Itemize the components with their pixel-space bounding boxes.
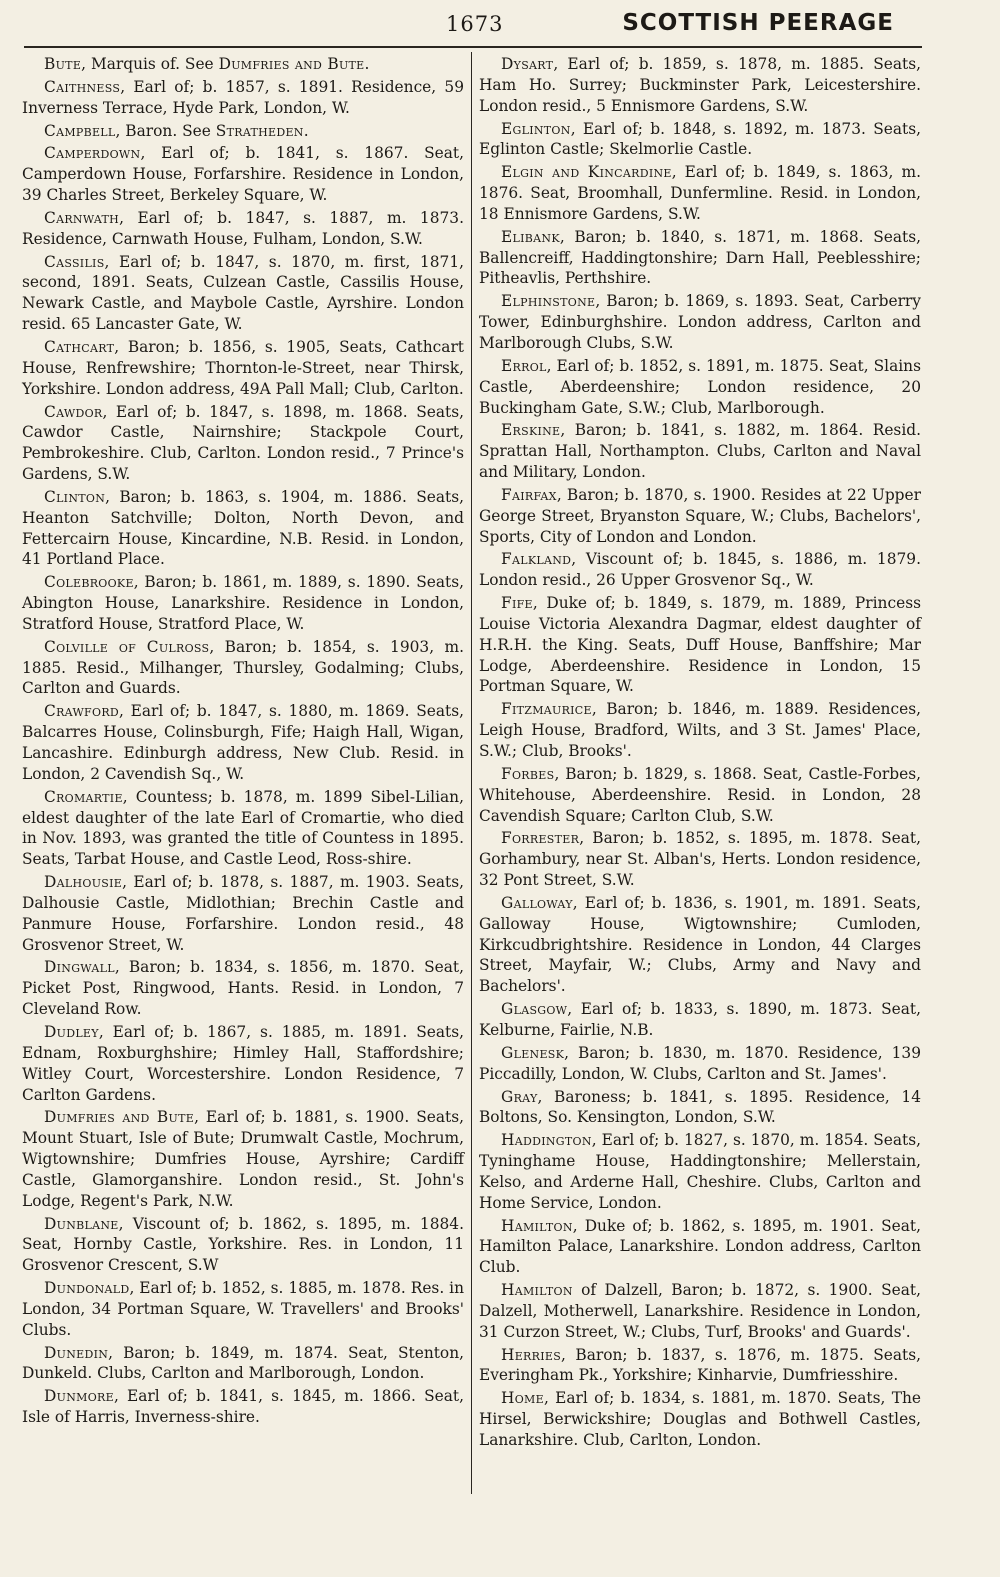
peer-name: Forbes: [501, 764, 555, 783]
peer-name: Caithness: [44, 77, 121, 96]
peerage-entry: [22, 252, 464, 335]
peer-name: Home: [501, 1389, 544, 1408]
cross-reference: Stratheden.: [215, 121, 309, 140]
entry-text: , Countess; b. 1878, m. 1899 Sibel-Lilian, eldest daughter of the late Earl of Cromartie, who died in Nov. 1893, was granted the title of Countess in 1895. Seats, Tarbat House, and Castle Leod, Ross-shire.: [22, 787, 464, 869]
entry-text: , Viscount of; b. 1862, s. 1895, m. 1884. Seat, Hornby Castle, Yorkshire. Res. in London, 11 Grosvenor Crescent, S.W: [22, 1214, 464, 1275]
peer-name: Hamilton: [501, 1281, 573, 1300]
peer-name: Cawdor: [44, 402, 103, 421]
peerage-entry: [22, 1343, 464, 1385]
peer-name: Galloway: [501, 893, 573, 912]
peerage-entry: [479, 1130, 921, 1213]
entry-text: , Baron; b. 1852, s. 1895, m. 1878. Seat, Gorhambury, near St. Alban's, Herts. London residence, 32 Pont Street, S.W.: [479, 829, 921, 890]
peerage-entry: [22, 787, 464, 870]
peerage-entry: [22, 572, 464, 635]
peer-name: Elphinstone: [501, 292, 596, 311]
peer-name: Carnwath: [44, 208, 120, 227]
entry-text: , Duke of; b. 1849, s. 1879, m. 1889, Princess Louise Victoria Alexandra Dagmar, eldest daughter of H.R.H. the King. Seats, Duff House, Banffshire; Mar Lodge, Aberdeenshire. Residence in London, 15 Portman Square, W.: [479, 594, 921, 696]
peer-name: Campbell: [44, 121, 116, 140]
entry-text: , Baron. See: [115, 121, 216, 140]
entry-text: , Earl of; b. 1834, s. 1881, m. 1870. Seats, The Hirsel, Berwickshire; Douglas and Bothwell Castles, Lanarkshire. Club, Carlton, London.: [479, 1389, 921, 1449]
entry-text: , Earl of; b. 1859, s. 1878, m. 1885. Seats, Ham Ho. Surrey; Buckminster Park, Leicestershire. London resid., 5 Ennismore Gardens, S.W.: [479, 55, 921, 115]
peerage-entry: [479, 291, 921, 354]
peerage-entry: [479, 1345, 921, 1387]
peer-name: Glasgow: [501, 1000, 568, 1019]
peerage-entry: [479, 593, 921, 697]
peerage-entry: [22, 208, 464, 250]
peer-name: Dunmore: [44, 1387, 114, 1406]
page-number: 1673: [446, 12, 504, 36]
entry-text: , Earl of; b. 1852, s. 1891, m. 1875. Seat, Slains Castle, Aberdeenshire; London residence, 20 Buckingham Gate, S.W.; Club, Marlborough.: [479, 356, 921, 417]
entry-text: , Baron; b. 1846, m. 1889. Residences, Leigh House, Bradford, Wilts, and 3 St. James' Place, S.W.; Club, Brooks'.: [479, 700, 921, 760]
peer-name: Dingwall: [44, 958, 115, 977]
entry-text: , Earl of; b. 1827, s. 1870, m. 1854. Seats, Tyninghame House, Haddingtonshire; Mellerstain, Kelso, and Arderne Hall, Cheshire. Clubs, Carlton and Home Service, London.: [479, 1131, 921, 1212]
entry-text: , Baron; b. 1849, m. 1874. Seat, Stenton, Dunkeld. Clubs, Carlton and Marlborough, London.: [22, 1343, 464, 1383]
peerage-entry: [22, 1214, 464, 1277]
peerage-entry: [479, 1043, 921, 1085]
peer-name: Dysart: [501, 55, 554, 73]
peerage-entry: [479, 1216, 921, 1279]
entry-text: , Earl of; b. 1867, s. 1885, m. 1891. Seats, Ednam, Roxburghshire; Himley Hall, Staffordshire; Witley Court, Worcestershire. London Residence, 7 Carlton Gardens.: [22, 1022, 464, 1104]
entry-text: , Earl of; b. 1841, s. 1845, m. 1866. Seat, Isle of Harris, Inverness-shire.: [22, 1387, 464, 1427]
peer-name: Gray: [501, 1087, 538, 1106]
peer-name: Elgin and Kincardine: [501, 163, 672, 182]
peerage-entry: [22, 143, 464, 206]
entry-text: , Baron; b. 1840, s. 1871, m. 1868. Seats, Ballencreiff, Haddingtonshire; Darn Hall, Peeblesshire; Pitheavlis, Perthshire.: [479, 227, 921, 288]
entry-text: , Marquis of. See: [81, 55, 219, 73]
peer-name: Crawford: [44, 702, 120, 721]
peerage-entry: [479, 1087, 921, 1129]
entry-text: , Baroness; b. 1841, s. 1895. Residence, 14 Boltons, So. Kensington, London, S.W.: [479, 1087, 921, 1127]
peerage-entry: [22, 337, 464, 400]
peerage-entry: [22, 637, 464, 700]
peerage-entry: [479, 162, 921, 225]
column-divider: [471, 52, 472, 1494]
entry-text: , Baron; b. 1830, m. 1870. Residence, 139 Piccadilly, London, W. Clubs, Carlton and St. James'.: [479, 1043, 921, 1083]
entry-text: , Viscount of; b. 1845, s. 1886, m. 1879. London resid., 26 Upper Grosvenor Sq., W.: [479, 550, 921, 590]
peerage-entry: [479, 999, 921, 1041]
peer-name: Camperdown: [44, 144, 141, 163]
peer-name: Hamilton: [501, 1216, 573, 1235]
entry-text: , Baron; b. 1856, s. 1905, Seats, Cathcart House, Renfrewshire; Thornton-le-Street, near Thirsk, Yorkshire. London address, 49A Pall Mall; Club, Carlton.: [22, 337, 464, 398]
peerage-entry: [22, 402, 464, 485]
entry-text: , Earl of; b. 1849, s. 1863, m. 1876. Seat, Broomhall, Dunfermline. Resid. in London, 18 Ennismore Gardens, S.W.: [479, 163, 921, 223]
peer-name: Dudley: [44, 1022, 99, 1041]
running-head: SCOTTISH PEERAGE: [622, 10, 894, 36]
entry-text: , Baron; b. 1861, m. 1889, s. 1890. Seats, Abington House, Lanarkshire. Residence in London, Stratford House, Stratford Place, W.: [22, 573, 464, 633]
peer-name: Dalhousie: [44, 873, 123, 892]
entry-text: , Baron; b. 1829, s. 1868. Seat, Castle-Forbes, Whitehouse, Aberdeenshire. Resid. in London, 28 Cavendish Square; Carlton Club, S.W.: [479, 764, 921, 825]
peer-name: Fairfax: [501, 485, 557, 504]
entry-text: , Earl of; b. 1847, s. 1887, m. 1873. Residence, Carnwath House, Fulham, London, S.W.: [22, 208, 464, 248]
entry-text: , Duke of; b. 1862, s. 1895, m. 1901. Seat, Hamilton Palace, Lanarkshire. London address, Carlton Club.: [479, 1216, 921, 1277]
page-header: [0, 6, 1000, 40]
right-column: [479, 54, 921, 1453]
peer-name: Colville of Culross: [44, 637, 210, 656]
peer-name: Dundonald: [44, 1279, 130, 1298]
peer-name: Colebrooke: [44, 573, 134, 592]
peerage-entry: [22, 1107, 464, 1211]
entry-text: , Baron; b. 1863, s. 1904, m. 1886. Seats, Heanton Satchville; Dolton, North Devon, and Fettercairn House, Kincardine, N.B. Resid. in London, 41 Portland Place.: [22, 487, 464, 569]
entry-text: , Earl of; b. 1833, s. 1890, m. 1873. Seat, Kelburne, Fairlie, N.B.: [479, 1000, 921, 1039]
peer-name: Glenesk: [501, 1043, 565, 1062]
peer-name: Falkland: [501, 550, 572, 569]
peerage-entry: [479, 764, 921, 827]
peerage-entry: [22, 54, 464, 75]
peer-name: Fitzmaurice: [501, 700, 592, 719]
entry-text: , Earl of; b. 1847, s. 1880, m. 1869. Seats, Balcarres House, Colinsburgh, Fife; Haigh Hall, Wigan, Lancashire. Edinburgh address, New Club. Resid. in London, 2 Cavendish Sq., W.: [22, 702, 464, 783]
peer-name: Fife: [501, 594, 533, 613]
peerage-entry: [22, 957, 464, 1020]
entry-text: , Earl of; b. 1847, s. 1870, m. first, 1871, second, 1891. Seats, Culzean Castle, Cassilis House, Newark Castle, and Maybole Castle, Ayrshire. London resid. 65 Lancaster Gate, W.: [22, 252, 464, 334]
entry-text: , Earl of; b. 1836, s. 1901, m. 1891. Seats, Galloway House, Wigtownshire; Cumloden, Kirkcudbrightshire. Residence in London, 44 Clarges Street, Mayfair, W.; Clubs, Army and Navy and Bachelors'.: [479, 893, 921, 996]
peerage-entry: [479, 420, 921, 483]
entry-text: , Earl of; b. 1878, s. 1887, m. 1903. Seats, Dalhousie Castle, Midlothian; Brechin Castle and Panmure House, Forfarshire. London resid., 48 Grosvenor Street, W.: [22, 873, 464, 954]
peer-name: Bute: [44, 55, 82, 73]
peerage-entry: [479, 893, 921, 997]
peerage-entry: [22, 487, 464, 570]
entry-text: , Baron; b. 1870, s. 1900. Resides at 22 Upper George Street, Bryanston Square, W.; Clubs, Bachelors', Sports, City of London and London.: [479, 485, 921, 546]
entry-text: , Earl of; b. 1857, s. 1891. Residence, 59 Inverness Terrace, Hyde Park, London, W.: [22, 77, 464, 117]
peerage-entry: [479, 549, 921, 591]
peer-name: Forrester: [501, 829, 580, 848]
peerage-entry: [22, 1022, 464, 1105]
entry-text: , Baron; b. 1834, s. 1856, m. 1870. Seat, Picket Post, Ringwood, Hants. Resid. in London, 7 Cleveland Row.: [22, 958, 464, 1019]
peer-name: Erskine: [501, 421, 561, 440]
peerage-entry: [22, 121, 464, 142]
header-rule: [24, 46, 922, 48]
cross-reference: Dumfries and Bute.: [218, 55, 370, 73]
peerage-entry: [479, 485, 921, 548]
left-column: [22, 54, 464, 1430]
peer-name: Elibank: [501, 227, 560, 246]
peerage-entry: [479, 227, 921, 290]
entry-text: , Earl of; b. 1852, s. 1885, m. 1878. Res. in London, 34 Portman Square, W. Travellers' and Brooks' Clubs.: [22, 1279, 464, 1339]
peerage-entry: [479, 828, 921, 891]
peer-name: Haddington: [501, 1131, 592, 1150]
peer-name: Cassilis: [44, 252, 105, 271]
peerage-entry: [22, 1386, 464, 1428]
peerage-entry: [479, 119, 921, 161]
peerage-entry: [479, 356, 921, 419]
peer-name: Herries: [501, 1345, 562, 1364]
peerage-entry: [22, 701, 464, 784]
peerage-entry: [22, 872, 464, 955]
peerage-entry: [22, 1278, 464, 1341]
entry-text: , Earl of; b. 1848, s. 1892, m. 1873. Seats, Eglinton Castle; Skelmorlie Castle.: [479, 119, 921, 159]
peer-name: Eglinton: [501, 119, 571, 138]
peerage-entry: [479, 54, 921, 117]
entry-text: of Dalzell, Baron; b. 1872, s. 1900. Seat, Dalzell, Motherwell, Lanarkshire. Residence in London, 31 Curzon Street, W.; Clubs, Turf, Brooks' and Guards'.: [479, 1281, 921, 1341]
entry-text: , Baron; b. 1841, s. 1882, m. 1864. Resid. Sprattan Hall, Northampton. Clubs, Carlton and Naval and Military, London.: [479, 421, 921, 482]
peer-name: Errol: [501, 356, 547, 375]
peerage-entry: [479, 1280, 921, 1343]
peer-name: Cromartie: [44, 787, 123, 806]
entry-text: , Earl of; b. 1847, s. 1898, m. 1868. Seats, Cawdor Castle, Nairnshire; Stackpole Court, Pembrokeshire. Club, Carlton. London resid., 7 Prince's Gardens, S.W.: [22, 402, 464, 484]
peer-name: Dunedin: [44, 1343, 109, 1362]
entry-text: , Baron; b. 1854, s. 1903, m. 1885. Resid., Milhanger, Thursley, Godalming; Clubs, Carlton and Guards.: [22, 637, 464, 698]
entry-text: , Baron; b. 1869, s. 1893. Seat, Carberry Tower, Edinburghshire. London address, Carlton and Marlborough Clubs, S.W.: [479, 292, 921, 352]
peerage-entry: [22, 77, 464, 119]
peer-name: Cathcart: [44, 337, 115, 356]
entry-text: , Baron; b. 1837, s. 1876, m. 1875. Seats, Everingham Pk., Yorkshire; Kinharvie, Dumfriesshire.: [479, 1345, 921, 1385]
peer-name: Clinton: [44, 487, 106, 506]
peer-name: Dumfries and Bute: [44, 1108, 195, 1127]
peerage-entry: [479, 699, 921, 762]
peerage-entry: [479, 1388, 921, 1451]
peer-name: Dunblane: [44, 1214, 119, 1233]
entry-text: , Earl of; b. 1881, s. 1900. Seats, Mount Stuart, Isle of Bute; Drumwalt Castle, Mochrum, Wigtownshire; Dumfries House, Ayrshire; Cardiff Castle, Glamorganshire. London resid., St. John's Lodge, Regent's Park, N.W.: [22, 1108, 464, 1210]
entry-text: , Earl of; b. 1841, s. 1867. Seat, Camperdown House, Forfarshire. Residence in London, 39 Charles Street, Berkeley Square, W.: [22, 144, 464, 205]
